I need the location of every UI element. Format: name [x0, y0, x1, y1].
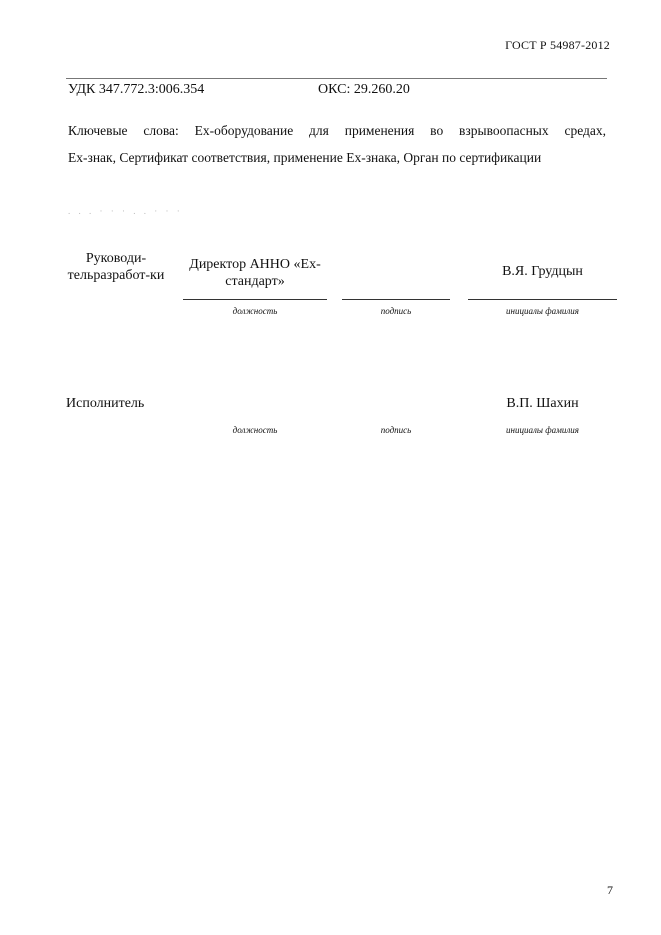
executor-role: Исполнитель — [66, 396, 145, 411]
keywords-block — [68, 117, 606, 171]
initials-caption: инициалы фамилия — [506, 425, 579, 435]
standard-number: ГОСТ Р 54987-2012 — [505, 38, 610, 52]
signature-caption: подпись — [380, 306, 412, 316]
keywords-line-1: Ключевые слова: Ех-оборудование для применения во взрывоопасных средах, — [68, 123, 606, 138]
position-line — [183, 299, 327, 300]
initials-caption: инициалы фамилия — [506, 306, 579, 316]
udk-code: УДК 347.772.3:006.354 — [68, 82, 205, 97]
position-caption: должность — [232, 306, 278, 316]
developer-role: Руководи-тельразработ-ки — [67, 251, 165, 283]
position-caption: должность — [232, 425, 278, 435]
oks-code: ОКС: 29.260.20 — [318, 82, 410, 97]
keywords-line-2: Ех-знак, Сертификат соответствия, применение Ех-знака, Орган по сертификации — [68, 150, 542, 165]
initials-line — [468, 299, 617, 300]
page-number: 7 — [607, 883, 613, 897]
header-divider — [66, 78, 607, 79]
developer-name: В.Я. Грудцын — [502, 264, 583, 279]
signature-line — [342, 299, 450, 300]
developer-position: Директор АННО «Ех-стандарт» — [189, 257, 321, 289]
signature-caption: подпись — [380, 425, 412, 435]
executor-name: В.П. Шахин — [506, 396, 579, 411]
faint-scan-artifact: . . . · · · . . · · · — [68, 206, 183, 216]
